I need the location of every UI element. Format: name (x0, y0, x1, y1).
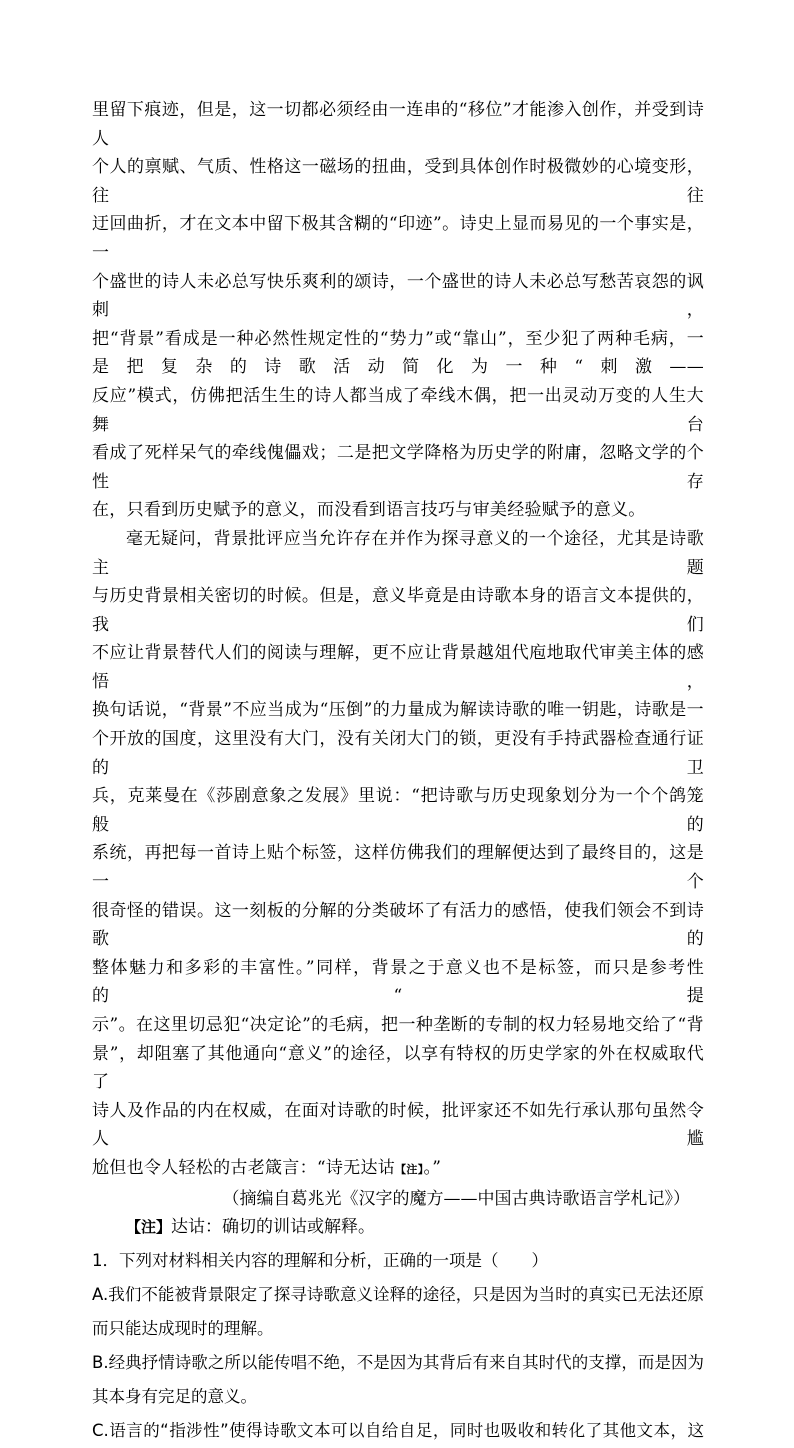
option-line: 其本身有完足的意义。 (92, 1386, 257, 1406)
text-line: 个开放的国度，这里没有大门，没有关闭大门的锁，更没有手持武器检查通行证的卫 (92, 729, 704, 778)
text-line: 兵，克莱曼在《莎剧意象之发展》里说：“把诗歌与历史现象划分为一个个鸽笼般的 (92, 786, 704, 835)
option-line: A.我们不能被背景限定了探寻诗歌意义诠释的途径，只是因为当时的真实已无法还原 (92, 1284, 704, 1304)
passage-paragraph-2 (92, 525, 704, 1185)
text-line: 很奇怪的错误。这一刻板的分解的分类破坏了有活力的感悟，使我们领会不到诗歌的 (92, 900, 704, 950)
source-citation: （摘编自葛兆光《汉字的魔方——中国古典诗歌语言学札记》） (222, 1188, 690, 1209)
option-c[interactable] (92, 1414, 704, 1448)
text-line: 不应让背景替代人们的阅读与理解，更不应让背景越俎代庖地取代审美主体的感悟， (92, 643, 704, 692)
text-line: 是把复杂的诗歌活动简化为一种“刺激—— (92, 357, 704, 378)
text-line-final (92, 1154, 704, 1185)
text-line: 里留下痕迹，但是，这一切都必须经由一连串的“移位”才能渗入创作，并受到诗人 (92, 100, 704, 149)
text-line: 系统，再把每一首诗上贴个标签，这样仿佛我们的理解便达到了最终目的，这是一个 (92, 843, 704, 893)
option-a[interactable] (92, 1278, 704, 1346)
text-line: 整体魅力和多彩的丰富性。”同样，背景之于意义也不是标签，而只是参考性的“提 (92, 957, 704, 1007)
note-reference-mark: 【注】 (395, 1162, 424, 1176)
quote-close: 。” (423, 1157, 442, 1178)
text-line: 景”，却阻塞了其他通向“意义”的途径，以享有特权的历史学家的外在权威取代了 (92, 1043, 704, 1093)
text-line: 反应”模式，仿佛把活生生的诗人都当成了牵线木偶，把一出灵动万变的人生大舞台 (92, 385, 704, 435)
footnote (92, 1213, 704, 1242)
text-line: 尬但也令人轻松的古老箴言：“诗无达诂 (92, 1157, 396, 1178)
option-line: 而只能达成现时的理解。 (92, 1318, 274, 1338)
option-line: C.语言的“指涉性”使得诗歌文本可以自给自足，同时也吸收和转化了其他文本，这 (92, 1420, 704, 1440)
question-stem: 1．下列对材料相关内容的理解和分析，正确的一项是（ ） (92, 1250, 548, 1270)
text-line: 与历史背景相关密切的时候。但是，意义毕竟是由诗歌本身的语言文本提供的，我们 (92, 586, 704, 635)
text-line: 个人的禀赋、气质、性格这一磁场的扭曲，受到具体创作时极微妙的心境变形，往往 (92, 157, 704, 206)
passage-paragraph-1 (92, 96, 704, 525)
text-line: 看成了死样呆气的牵线傀儡戏；二是把文学降格为历史学的附庸，忽略文学的个性存 (92, 443, 704, 492)
footnote-text: 达诂：确切的训诂或解释。 (171, 1217, 376, 1238)
text-line: 迂回曲折，才在文本中留下极其含糊的“印迹”。诗史上显而易见的一个事实是，一 (92, 214, 704, 263)
text-line: 换句话说，“背景”不应当成为“压倒”的力量成为解读诗歌的唯一钥匙，诗歌是一 (92, 700, 704, 721)
text-line: 毫无疑问，背景批评应当允许存在并作为探寻意义的一个途径，尤其是诗歌主题 (92, 528, 704, 578)
text-line: 在，只看到历史赋予的意义，而没看到语言技巧与审美经验赋予的意义。 (92, 500, 646, 521)
text-line: 示”。在这里切忌犯“决定论”的毛病，把一种垄断的专制的权力轻易地交给了“背 (92, 1015, 704, 1035)
question-1 (92, 1244, 704, 1448)
option-b[interactable] (92, 1346, 704, 1414)
text-line: 诗人及作品的内在权威，在面对诗歌的时候，批评家还不如先行承认那句虽然令人尴 (92, 1100, 704, 1150)
text-line: 把“背景”看成是一种必然性规定性的“势力”或“靠山”，至少犯了两种毛病，一 (92, 328, 704, 349)
option-line: B.经典抒情诗歌之所以能传唱不绝，不是因为其背后有来自其时代的支撑，而是因为 (92, 1352, 704, 1372)
text-line: 个盛世的诗人未必总写快乐爽利的颂诗，一个盛世的诗人未必总写愁苦哀怨的讽刺， (92, 271, 704, 321)
document-page (92, 96, 704, 1448)
footnote-label: 【注】 (126, 1218, 172, 1237)
